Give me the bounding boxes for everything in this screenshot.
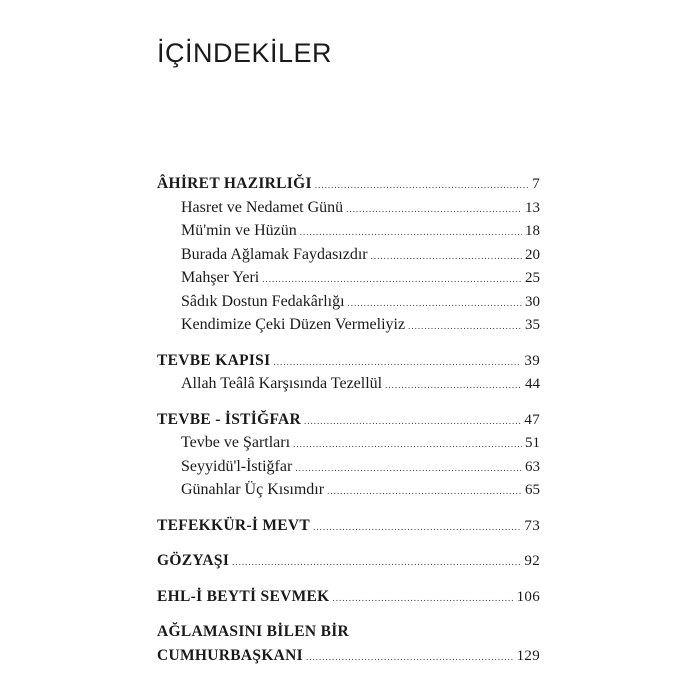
toc-section-gozyasi [157,552,540,576]
toc-subentry[interactable] [157,316,540,340]
toc-entry-page: 106 [516,588,540,605]
toc-subentry-page: 51 [525,435,540,451]
toc-entry[interactable] [157,175,540,199]
toc-section-tevbe-kapisi [157,352,540,399]
toc-entry[interactable] [157,411,540,435]
toc-entry-title: TEVBE KAPISI [157,351,271,369]
dot-leader [293,439,522,449]
toc-entry[interactable] [157,517,540,541]
dot-leader [232,557,521,567]
toc-entry-page: 129 [516,648,540,664]
toc-subentry[interactable] [157,458,540,482]
toc-subentry[interactable] [157,434,540,458]
toc-entry[interactable] [157,552,540,576]
dot-leader [313,522,521,532]
toc-section-tevbe-istigfar [157,411,540,505]
toc-subentry-title: Kendimize Çeki Düzen Vermeliyiz [181,316,406,333]
toc-subentry[interactable] [157,481,540,505]
toc-entry-title: EHL-İ BEYTİ SEVMEK [157,587,330,605]
toc-entry-page: 47 [524,411,540,428]
dot-leader [295,463,522,473]
toc-subentry-title: Günahlar Üç Kısımdır [181,481,325,498]
toc-subentry-page: 13 [525,199,540,216]
dot-leader [408,321,522,331]
dot-leader [306,652,514,662]
dot-leader [262,274,522,284]
toc-entry-title: CUMHURBAŞKANI [157,647,303,664]
toc-entry[interactable] [157,647,540,671]
toc-subentry-title: Allah Teâlâ Karşısında Tezellül [181,375,383,392]
toc-subentry[interactable] [157,199,540,223]
toc-subentry-title: Seyyidü'l-İstiğfar [181,457,293,475]
toc-subentry-page: 63 [525,458,540,475]
page-title: İÇİNDEKİLER [157,38,333,68]
toc-subentry-page: 20 [525,246,540,263]
dot-leader [327,486,522,496]
dot-leader [333,593,514,603]
toc-subentry[interactable] [157,246,540,270]
toc-section-ehl-i-beyt [157,588,540,612]
toc-subentry-page: 30 [525,293,540,310]
toc-entry-page: 7 [532,176,540,192]
toc-section-ahiret [157,175,540,340]
toc-entry[interactable] [157,352,540,376]
toc-section-cumhurbaskani [157,623,540,671]
toc-entry-page: 39 [524,352,540,369]
dot-leader [371,251,522,261]
dot-leader [315,180,529,190]
dot-leader [300,227,522,237]
toc-subentry-page: 44 [525,376,540,392]
toc-subentry-page: 65 [525,482,540,498]
toc-entry-title: ÂHİRET HAZIRLIĞI [157,175,312,192]
dot-leader [273,357,521,367]
toc-entry-title: GÖZYAŞI [157,552,230,569]
toc-section-tefekkur [157,517,540,541]
toc-subentry-page: 18 [525,223,540,239]
toc-entry-page: 73 [524,517,540,534]
dot-leader [348,298,522,308]
toc-subentry-title: Burada Ağlamak Faydasızdır [181,245,368,263]
toc-subentry-page: 35 [525,317,540,333]
toc-entry[interactable] [157,588,540,612]
dot-leader [385,380,522,390]
toc-subentry[interactable] [157,293,540,317]
toc-entry-title: TEVBE - İSTİĞFAR [157,410,302,428]
toc-subentry[interactable] [157,222,540,246]
toc-entry-title: TEFEKKÜR-İ MEVT [157,516,311,534]
toc-subentry-title: Mahşer Yeri [181,269,260,286]
toc-subentry[interactable] [157,375,540,399]
toc-subentry[interactable] [157,269,540,293]
toc-subentry-title: Tevbe ve Şartları [181,434,291,451]
dot-leader [346,204,522,214]
toc-subentry-title: Hasret ve Nedamet Günü [181,198,344,216]
table-of-contents [157,175,540,683]
dot-leader [304,416,521,426]
toc-entry-page: 92 [524,553,540,569]
toc-subentry-page: 25 [525,270,540,286]
toc-entry-title-line1: AĞLAMASINI BİLEN BİR [157,623,350,640]
toc-subentry-title: Mü'min ve Hüzün [181,222,297,239]
toc-subentry-title: Sâdık Dostun Fedakârlığı [181,292,345,310]
